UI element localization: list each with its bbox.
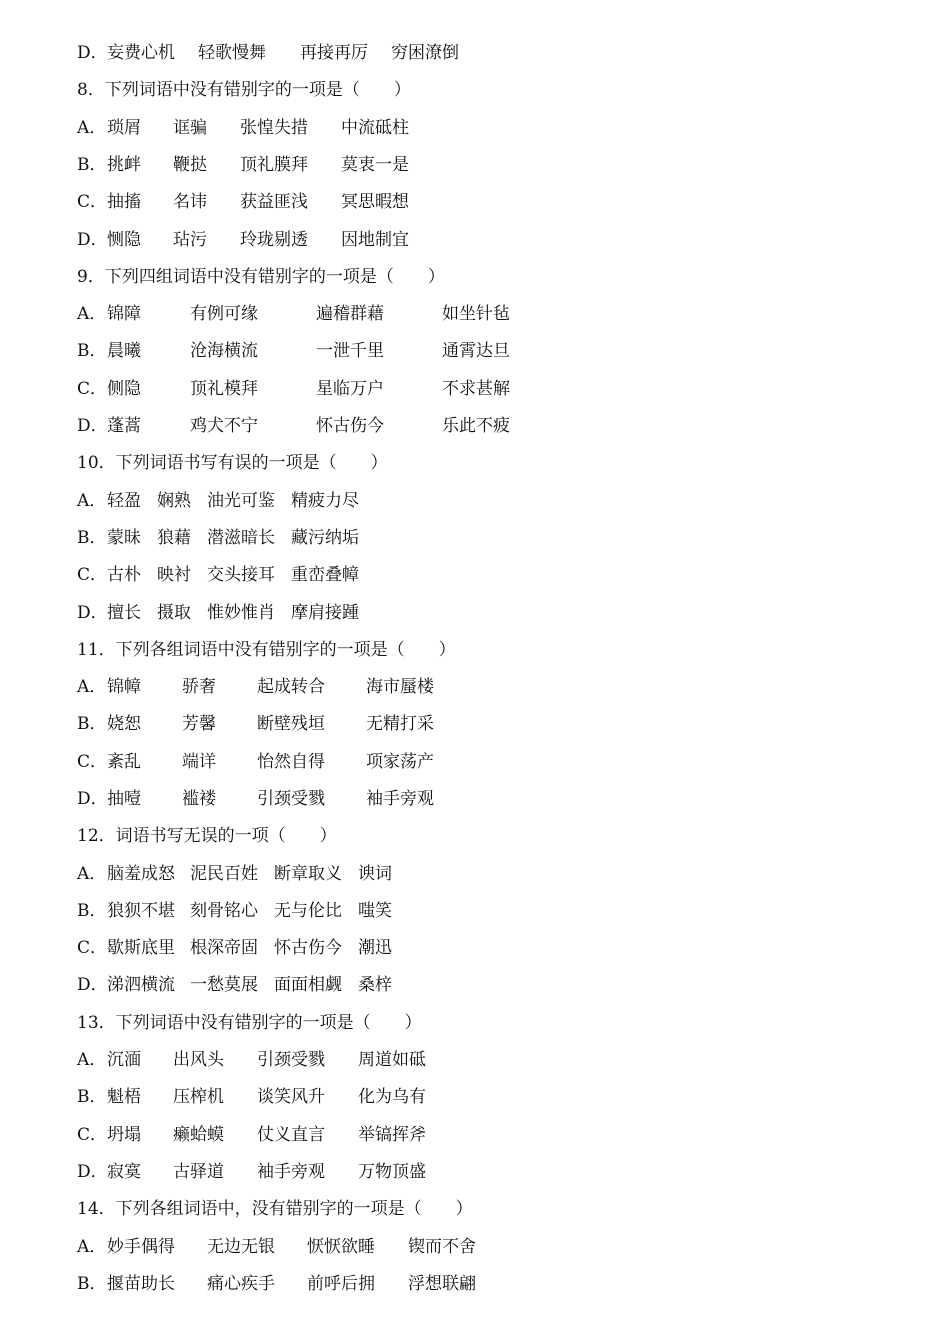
option-word: 怀古伤今 (274, 938, 342, 958)
option-word: 乐此不疲 (442, 416, 510, 436)
option-line (77, 935, 877, 961)
option-label: A． (77, 118, 107, 138)
option-word: 芳馨 (182, 714, 216, 734)
option-word: 无与伦比 (274, 901, 342, 921)
option-word: 锦障 (107, 304, 141, 324)
option-word: 晨曦 (107, 341, 141, 361)
option-line (77, 189, 877, 215)
option-word: 重峦叠幛 (291, 565, 359, 585)
option-word: 挑衅 (107, 155, 141, 175)
option-word: 恹恹欲睡 (307, 1237, 375, 1257)
option-word: 起成转合 (257, 677, 325, 697)
option-word: 侧隐 (107, 379, 141, 399)
option-word: 油光可鉴 (207, 491, 275, 511)
option-word: 谈笑风升 (257, 1087, 325, 1107)
option-label: B． (77, 714, 107, 734)
option-word: 不求甚解 (442, 379, 510, 399)
option-word: 泥民百姓 (190, 864, 258, 884)
option-label: D． (77, 603, 108, 623)
option-word: 谀词 (358, 864, 392, 884)
option-line (77, 40, 877, 66)
option-word: 紊乱 (107, 752, 141, 772)
option-line (77, 674, 877, 700)
question-text: 10．下列词语书写有误的一项是（ ） (77, 453, 388, 473)
option-word: 出风头 (173, 1050, 224, 1070)
option-word: 浮想联翩 (408, 1274, 476, 1294)
option-word: 遍稽群藉 (316, 304, 384, 324)
option-word: 摄取 (157, 603, 191, 623)
question-text: 12．词语书写无误的一项（ ） (77, 826, 337, 846)
option-word: 妙手偶得 (107, 1237, 175, 1257)
option-label: C． (77, 752, 108, 772)
option-label: C． (77, 565, 108, 585)
question-text: 13．下列词语中没有错别字的一项是（ ） (77, 1013, 422, 1033)
option-word: 映衬 (157, 565, 191, 585)
option-word: 褴褛 (182, 789, 216, 809)
option-word: 仗义直言 (257, 1125, 325, 1145)
option-word: 蒙昧 (107, 528, 141, 548)
option-line (77, 1159, 877, 1185)
option-word: 玲珑剔透 (240, 230, 308, 250)
option-word: 穷困潦倒 (391, 43, 459, 63)
option-label: C． (77, 192, 108, 212)
option-word: 古朴 (107, 565, 141, 585)
option-line (77, 1271, 877, 1297)
option-label: B． (77, 528, 107, 548)
option-line (77, 898, 877, 924)
option-word: 周道如砥 (358, 1050, 426, 1070)
option-label: B． (77, 1274, 107, 1294)
option-word: 引颈受戮 (257, 1050, 325, 1070)
option-label: C． (77, 379, 108, 399)
option-word: 名讳 (173, 192, 207, 212)
option-word: 癞蛤蟆 (173, 1125, 224, 1145)
option-word: 海市蜃楼 (366, 677, 434, 697)
option-word: 袖手旁观 (366, 789, 434, 809)
option-word: 万物顶盛 (358, 1162, 426, 1182)
option-word: 惟妙惟肖 (207, 603, 275, 623)
option-word: 诓骗 (173, 118, 207, 138)
option-label: A． (77, 677, 107, 697)
option-word: 鸡犬不宁 (190, 416, 258, 436)
option-label: A． (77, 1050, 107, 1070)
option-word: 获益匪浅 (240, 192, 308, 212)
option-word: 藏污纳垢 (291, 528, 359, 548)
option-word: 锲而不舍 (408, 1237, 476, 1257)
option-line (77, 1084, 877, 1110)
option-label: A． (77, 864, 107, 884)
option-word: 骄奢 (182, 677, 216, 697)
option-word: 娴熟 (157, 491, 191, 511)
option-word: 莫衷一是 (341, 155, 409, 175)
option-word: 狼藉 (157, 528, 191, 548)
question-text: 11．下列各组词语中没有错别字的一项是（ ） (77, 640, 456, 660)
option-word: 顶礼膜拜 (240, 155, 308, 175)
option-word: 娆恕 (107, 714, 141, 734)
option-word: 压榨机 (173, 1087, 224, 1107)
option-word: 摩肩接踵 (291, 603, 359, 623)
option-label: D． (77, 230, 108, 250)
option-word: 抽噎 (107, 789, 141, 809)
option-word: 怀古伤今 (316, 416, 384, 436)
option-line (77, 1047, 877, 1073)
option-word: 一愁莫展 (190, 975, 258, 995)
option-word: 涕泗横流 (107, 975, 175, 995)
option-line (77, 338, 877, 364)
option-word: 项家荡产 (366, 752, 434, 772)
option-word: 痛心疾手 (207, 1274, 275, 1294)
option-word: 妄费心机 (107, 43, 175, 63)
option-line (77, 861, 877, 887)
option-word: 轻盈 (107, 491, 141, 511)
option-word: 玷污 (173, 230, 207, 250)
option-word: 如坐针毡 (442, 304, 510, 324)
option-line (77, 749, 877, 775)
option-label: D． (77, 1162, 108, 1182)
option-word: 擅长 (107, 603, 141, 623)
option-line (77, 488, 877, 514)
option-line (77, 301, 877, 327)
option-word: 张惶失措 (240, 118, 308, 138)
option-line (77, 376, 877, 402)
option-word: 前呼后拥 (307, 1274, 375, 1294)
option-word: 潜滋暗长 (207, 528, 275, 548)
option-label: C． (77, 1125, 108, 1145)
option-word: 轻歌慢舞 (198, 43, 266, 63)
option-label: B． (77, 155, 107, 175)
option-line (77, 711, 877, 737)
option-line (77, 562, 877, 588)
option-label: D． (77, 43, 108, 63)
option-word: 精疲力尽 (291, 491, 359, 511)
option-label: A． (77, 304, 107, 324)
option-word: 化为乌有 (358, 1087, 426, 1107)
option-word: 星临万户 (316, 379, 384, 399)
option-word: 锦幛 (107, 677, 141, 697)
option-label: D． (77, 416, 108, 436)
option-label: B． (77, 901, 107, 921)
option-word: 举镐挥斧 (358, 1125, 426, 1145)
question-text: 8．下列词语中没有错别字的一项是（ ） (77, 80, 411, 100)
option-word: 蓬蒿 (107, 416, 141, 436)
option-word: 魁梧 (107, 1087, 141, 1107)
option-word: 有例可缘 (190, 304, 258, 324)
option-word: 一泄千里 (316, 341, 384, 361)
option-word: 顶礼模拜 (190, 379, 258, 399)
option-word: 袖手旁观 (257, 1162, 325, 1182)
option-word: 端详 (182, 752, 216, 772)
option-word: 脑羞成怒 (107, 864, 175, 884)
option-word: 面面相觑 (274, 975, 342, 995)
option-line (77, 1122, 877, 1148)
option-label: D． (77, 789, 108, 809)
option-line (77, 525, 877, 551)
option-line (77, 972, 877, 998)
option-word: 狼狈不堪 (107, 901, 175, 921)
option-word: 嗤笑 (358, 901, 392, 921)
option-word: 交头接耳 (207, 565, 275, 585)
option-word: 恻隐 (107, 230, 141, 250)
option-word: 断章取义 (274, 864, 342, 884)
option-word: 抽搐 (107, 192, 141, 212)
option-word: 冥思暇想 (341, 192, 409, 212)
option-word: 寂寞 (107, 1162, 141, 1182)
option-word: 古驿道 (173, 1162, 224, 1182)
option-word: 桑梓 (358, 975, 392, 995)
option-word: 中流砥柱 (341, 118, 409, 138)
option-label: B． (77, 341, 107, 361)
option-word: 坍塌 (107, 1125, 141, 1145)
option-word: 因地制宜 (341, 230, 409, 250)
option-line (77, 1234, 877, 1260)
option-line (77, 786, 877, 812)
option-label: A． (77, 491, 107, 511)
option-line (77, 227, 877, 253)
option-word: 琐屑 (107, 118, 141, 138)
option-label: A． (77, 1237, 107, 1257)
option-word: 刻骨铭心 (190, 901, 258, 921)
option-word: 歇斯底里 (107, 938, 175, 958)
option-word: 断壁残垣 (257, 714, 325, 734)
option-word: 再接再厉 (300, 43, 368, 63)
option-word: 根深帝固 (190, 938, 258, 958)
option-line (77, 152, 877, 178)
option-label: D． (77, 975, 108, 995)
option-word: 通霄达旦 (442, 341, 510, 361)
option-word: 潮迅 (358, 938, 392, 958)
option-line (77, 413, 877, 439)
option-label: B． (77, 1087, 107, 1107)
option-word: 怡然自得 (257, 752, 325, 772)
question-text: 14．下列各组词语中，没有错别字的一项是（ ） (77, 1199, 473, 1219)
option-line (77, 115, 877, 141)
option-word: 无边无银 (207, 1237, 275, 1257)
option-word: 引颈受戮 (257, 789, 325, 809)
option-word: 揠苗助长 (107, 1274, 175, 1294)
option-word: 无精打采 (366, 714, 434, 734)
option-line (77, 600, 877, 626)
option-word: 沉湎 (107, 1050, 141, 1070)
question-text: 9．下列四组词语中没有错别字的一项是（ ） (77, 267, 445, 287)
option-word: 沧海横流 (190, 341, 258, 361)
option-word: 鞭挞 (173, 155, 207, 175)
option-label: C． (77, 938, 108, 958)
